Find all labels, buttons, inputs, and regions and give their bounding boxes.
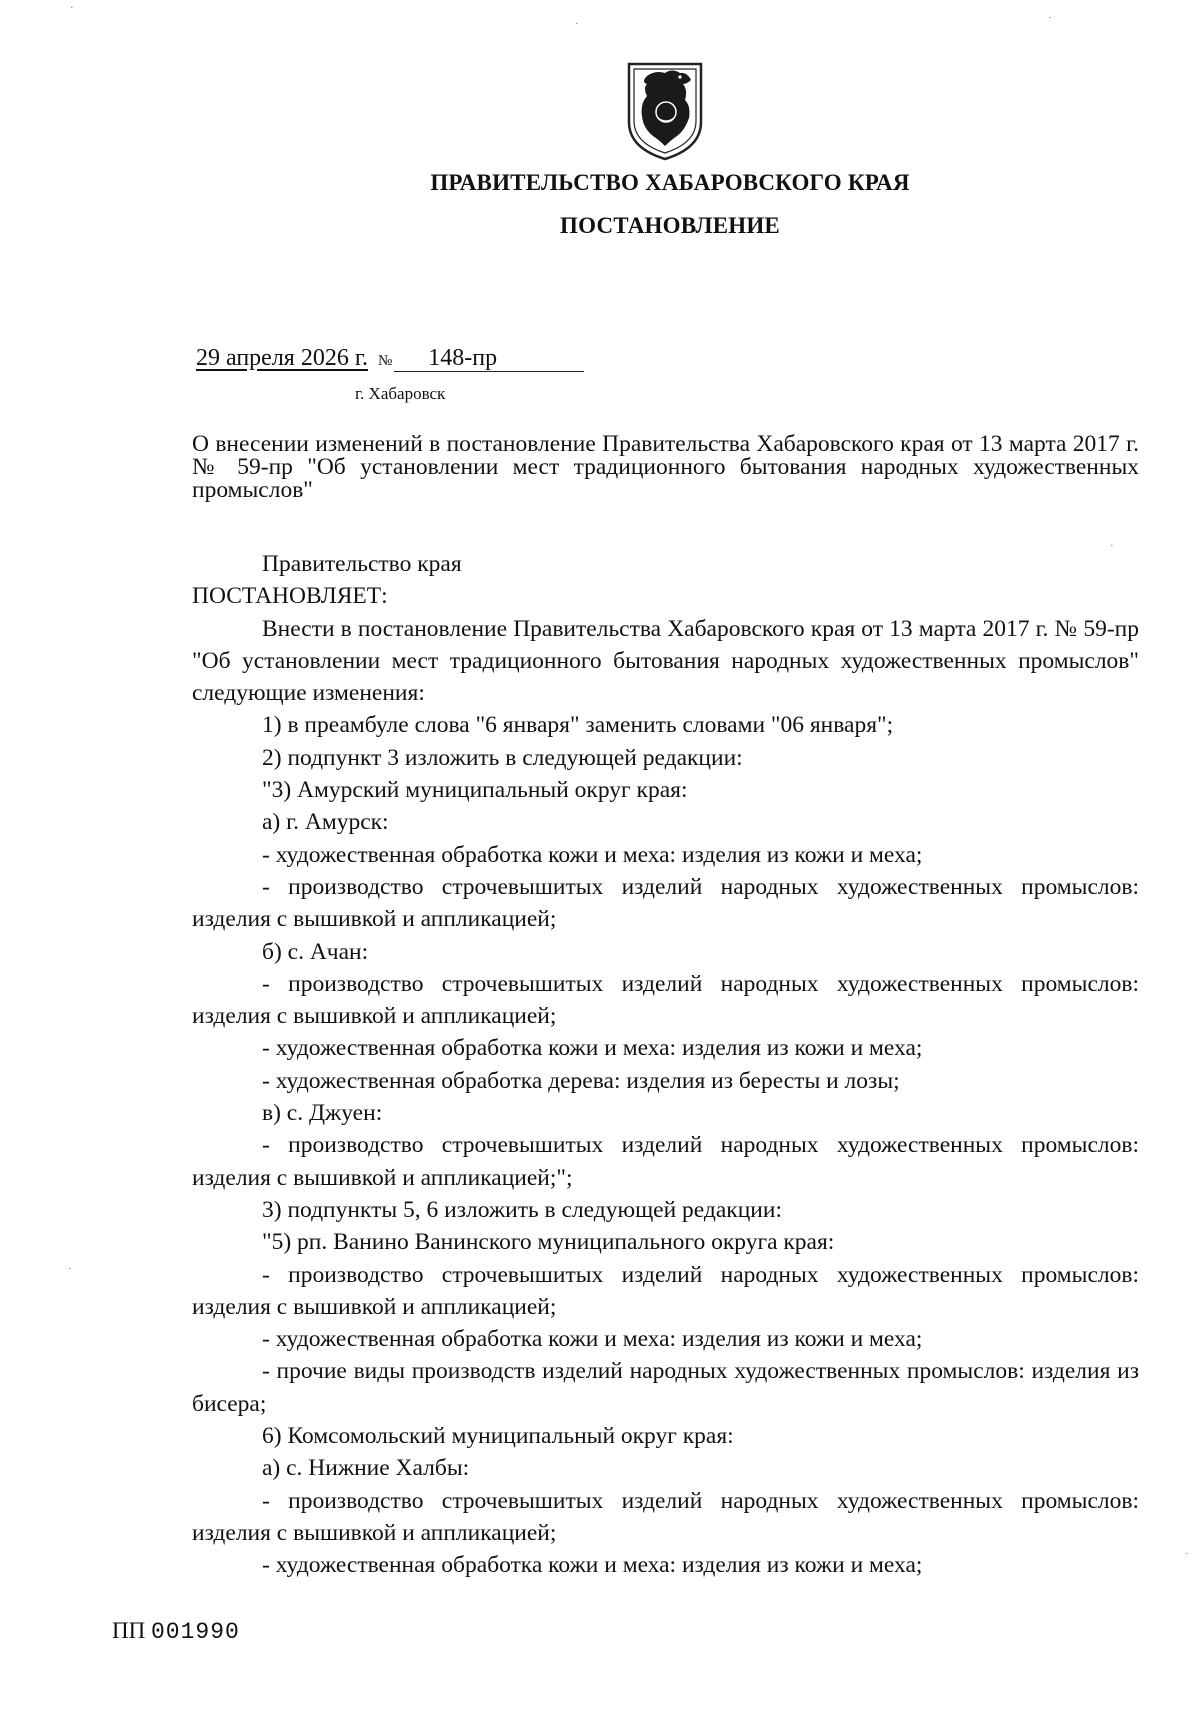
body-paragraph: - производство строчевышитых изделий народных художественных промыслов: изделия с вышивкой и аппликацией;";: [192, 1132, 1139, 1191]
body-paragraph: "3) Амурский муниципальный округ края:: [262, 777, 688, 804]
body-paragraph: б) с. Ачан:: [262, 938, 369, 965]
body-paragraph: а) с. Нижние Халбы:: [262, 1455, 470, 1482]
body-paragraph: 2) подпункт 3 изложить в следующей редакции:: [262, 744, 743, 771]
scan-speck: ·: [1110, 540, 1114, 552]
body-paragraph: 1) в преамбуле слова "6 января" заменить словами "06 января";: [262, 712, 894, 739]
scan-speck: ·: [1185, 1548, 1189, 1560]
scan-speck: ·: [70, 2, 74, 14]
scan-speck: ·: [68, 1263, 72, 1275]
body-paragraph: - производство строчевышитых изделий народных художественных промыслов: изделия с вышивкой и аппликацией;: [192, 1487, 1139, 1546]
serial-number: 001990: [150, 1619, 240, 1645]
body-paragraph: в) с. Джуен:: [262, 1100, 383, 1127]
body-paragraph: - прочие виды производств изделий народных художественных промыслов: изделия из бисера;: [192, 1358, 1139, 1417]
document-body: [192, 548, 1139, 1582]
body-paragraph: - художественная обработка кожи и меха: изделия из кожи и меха;: [262, 1326, 923, 1353]
body-paragraph: - художественная обработка кожи и меха: изделия из кожи и меха;: [262, 1035, 923, 1062]
document-type: ПОСТАНОВЛЕНИЕ: [560, 213, 780, 238]
document-date: 29 апреля 2026 г.: [196, 345, 368, 371]
body-paragraph: - художественная обработка дерева: изделия из бересты и лозы;: [262, 1067, 900, 1094]
document-title: О внесении изменений в постановление Правительства Хабаровского края от 13 марта 2017 г. № 59-пр "Об установлении мест традиционного бытования народных художественных промыслов": [192, 431, 1139, 503]
body-paragraph: - производство строчевышитых изделий народных художественных промыслов: изделия с вышивкой и аппликацией;: [192, 970, 1139, 1030]
body-paragraph: 6) Комсомольский муниципальный округ края:: [262, 1423, 734, 1450]
preamble-line-1: Правительство края: [262, 551, 462, 577]
body-paragraph: а) г. Амурск:: [262, 809, 389, 836]
body-paragraph: - производство строчевышитых изделий народных художественных промыслов: изделия с вышивкой и аппликацией;: [192, 1261, 1139, 1320]
body-paragraph: - художественная обработка кожи и меха: изделия из кожи и меха;: [262, 841, 923, 868]
date-number-line: [196, 345, 584, 372]
body-paragraph: - производство строчевышитых изделий народных художественных промыслов: изделия с вышивкой и аппликацией;: [192, 873, 1139, 933]
number-sign: №: [377, 353, 393, 369]
scan-speck: ·: [1048, 12, 1052, 24]
scan-speck: ·: [575, 18, 579, 30]
coat-of-arms-icon: [625, 60, 705, 162]
body-paragraph: 3) подпункты 5, 6 изложить в следующей редакции:: [262, 1196, 782, 1223]
document-number: 148-пр: [394, 345, 584, 372]
government-name: ПРАВИТЕЛЬСТВО ХАБАРОВСКОГО КРАЯ: [430, 170, 910, 195]
body-paragraph: Внести в постановление Правительства Хабаровского края от 13 марта 2017 г. № 59-пр "Об установлении мест традиционного бытования народных художественных промыслов" следующие изменения:: [192, 615, 1139, 707]
form-serial: [112, 1618, 240, 1645]
serial-prefix: ПП: [112, 1618, 146, 1643]
preamble-line-2: ПОСТАНОВЛЯЕТ:: [192, 583, 388, 610]
body-paragraph: - художественная обработка кожи и меха: изделия из кожи и меха;: [262, 1552, 923, 1579]
issue-city: г. Хабаровск: [355, 384, 446, 403]
body-paragraph: "5) рп. Ванино Ванинского муниципального округа края:: [262, 1229, 835, 1256]
